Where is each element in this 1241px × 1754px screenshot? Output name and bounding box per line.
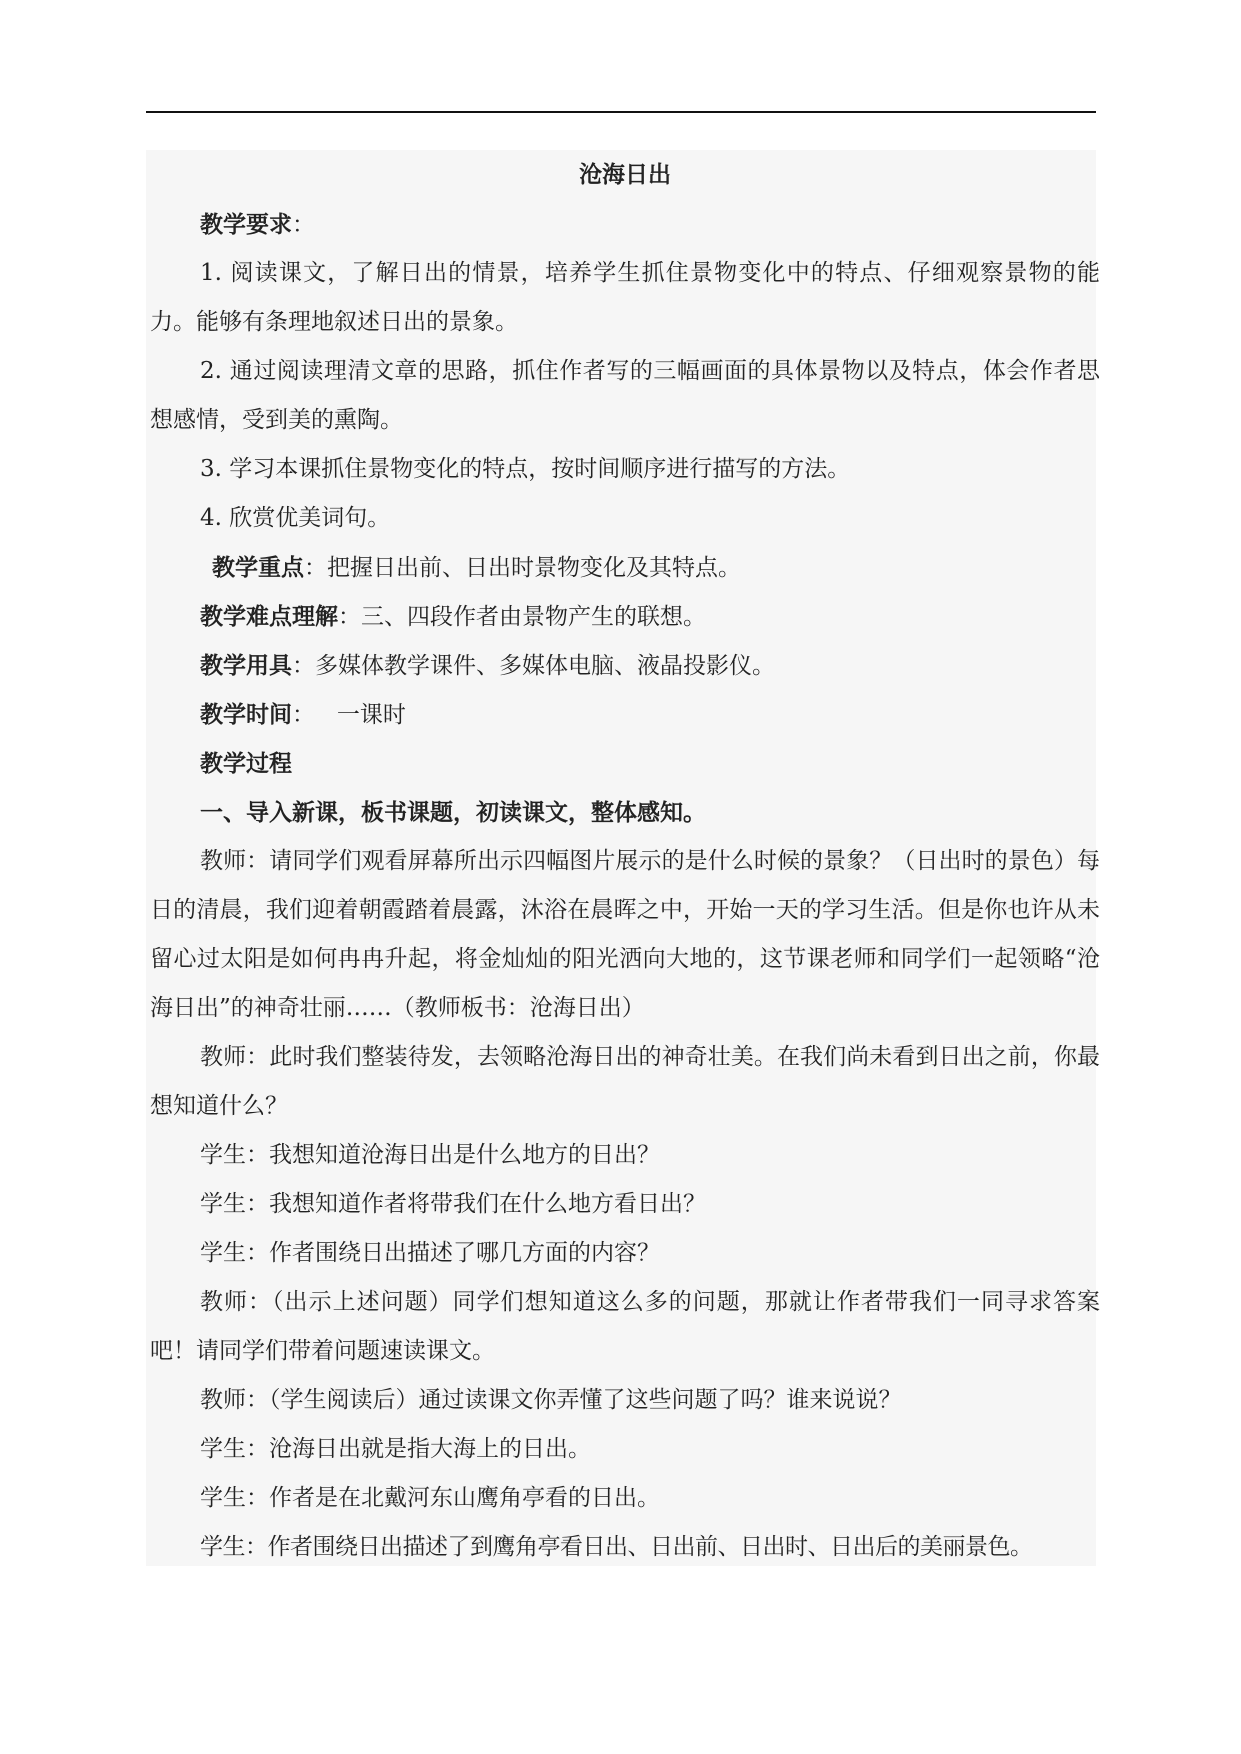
dialogue-paragraph: 学生：我想知道作者将带我们在什么地方看日出？: [200, 1191, 706, 1217]
dialogue-paragraph: 教师：请同学们观看屏幕所出示四幅图片展示的是什么时候的景象？（日出时的景色）每日的清晨，我们迎着朝霞踏着晨露，沐浴在晨晖之中，开始一天的学习生活。但是你也许从未留心过太阳是如何冉冉升起，将金灿灿的阳光洒向大地的，这节课老师和同学们一起领略“沧海日出”的神奇壮丽……（教师板书：沧海日出）: [150, 848, 1100, 1021]
dialogue-paragraph: 学生：作者是在北戴河东山鹰角亭看的日出。: [200, 1485, 660, 1511]
tools-line: [150, 641, 1100, 690]
dialogue-paragraph: 学生：我想知道沧海日出是什么地方的日出？: [200, 1142, 660, 1168]
requirements-colon: ：: [292, 212, 315, 238]
requirement-item: 1. 阅读课文，了解日出的情景，培养学生抓住景物变化中的特点、仔细观察景物的能力。能够有条理地叙述日出的景象。: [150, 260, 1100, 335]
tools-label: 教学用具: [200, 652, 292, 679]
tools-text: ：多媒体教学课件、多媒体电脑、液晶投影仪。: [292, 653, 775, 679]
document-title: 沧海日出: [579, 161, 671, 188]
dialogue-paragraph: 学生：沧海日出就是指大海上的日出。: [200, 1436, 591, 1462]
key-point-text: ：把握日出前、日出时景物变化及其特点。: [304, 555, 741, 581]
requirement-item: 4. 欣赏优美词句。: [200, 505, 391, 531]
dialogue-paragraph: 教师：（学生阅读后）通过读课文你弄懂了这些问题了吗？谁来说说？: [200, 1387, 902, 1413]
section-one-heading: 一、导入新课，板书课题，初读课文，整体感知。: [200, 799, 706, 826]
process-heading: 教学过程: [200, 750, 292, 777]
dialogue-paragraph: 学生：作者围绕日出描述了哪几方面的内容？: [200, 1240, 660, 1266]
key-point-line: [150, 543, 1100, 592]
requirement-item: 2. 通过阅读理清文章的思路，抓住作者写的三幅画面的具体景物以及特点，体会作者思想感情，受到美的熏陶。: [150, 358, 1100, 433]
time-label: 教学时间: [200, 701, 292, 728]
difficulty-line: [150, 592, 1100, 641]
dialogue-paragraph: 教师：（出示上述问题）同学们想知道这么多的问题，那就让作者带我们一同寻求答案吧！请同学们带着问题速读课文。: [150, 1289, 1100, 1364]
dialogue-paragraph: 学生：作者围绕日出描述了到鹰角亭看日出、日出前、日出时、日出后的美丽景色。: [200, 1534, 1033, 1560]
requirement-item: 3. 学习本课抓住景物变化的特点，按时间顺序进行描写的方法。: [200, 456, 851, 482]
time-line: [150, 690, 1100, 739]
time-text: ： 一课时: [292, 702, 406, 728]
difficulty-text: ：三、四段作者由景物产生的联想。: [338, 604, 706, 630]
requirements-heading: [150, 200, 1100, 249]
header-rule: [146, 111, 1096, 113]
key-point-label: 教学重点: [212, 554, 304, 581]
requirements-label: 教学要求: [200, 211, 292, 238]
document-body: [150, 150, 1100, 1572]
difficulty-label: 教学难点理解: [200, 603, 338, 630]
dialogue-paragraph: 教师：此时我们整装待发，去领略沧海日出的神奇壮美。在我们尚未看到日出之前，你最想知道什么？: [150, 1044, 1100, 1119]
